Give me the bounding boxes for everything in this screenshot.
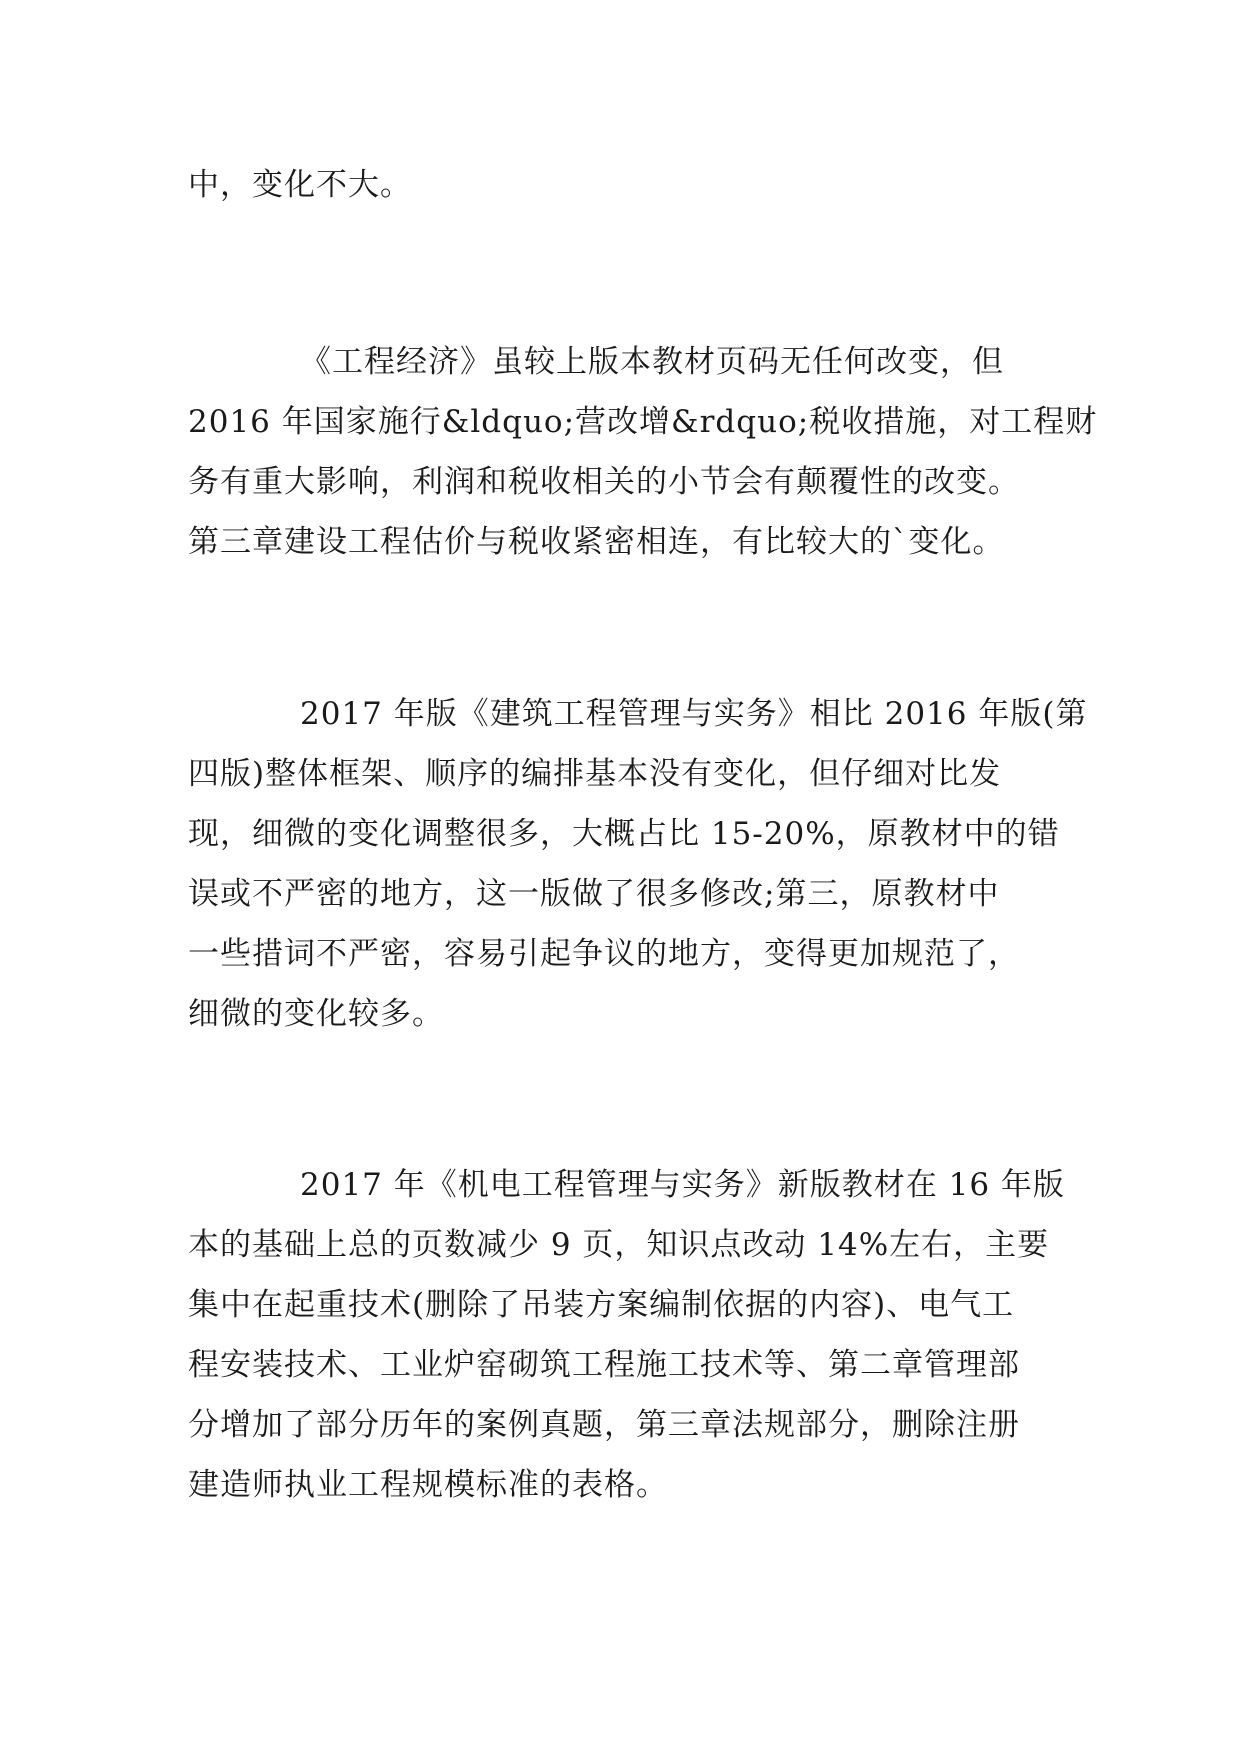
text-line: 本的基础上总的页数减少 9 页，知识点改动 14%左右，主要 [188,1227,1050,1263]
paragraph-continuation [188,155,1048,215]
text-line: 四版)整体框架、顺序的编排基本没有变化，但仔细对比发 [188,756,1002,792]
text-line: 现，细微的变化调整很多，大概占比 15-20%，原教材中的错 [188,816,1060,852]
text-line: 误或不严密的地方，这一版做了很多修改;第三，原教材中 [188,876,1000,912]
text-line: 第三章建设工程估价与税收紧密相连，有比较大的`变化。 [188,524,1005,560]
text-line: 分增加了部分历年的案例真题，第三章法规部分，删除注册 [188,1407,1020,1443]
text-line: 集中在起重技术(删除了吊装方案编制依据的内容)、电气工 [188,1287,1015,1323]
text-line: 程安装技术、工业炉窑砌筑工程施工技术等、第二章管理部 [188,1347,1020,1383]
text-line: 细微的变化较多。 [188,996,444,1032]
paragraph-construction-engineering [188,684,1088,1044]
text-line: 中，变化不大。 [188,167,412,203]
text-line: 务有重大影响，利润和税收相关的小节会有颠覆性的改变。 [188,464,1020,500]
paragraph-engineering-economics [188,332,1098,572]
paragraph-mechanical-electrical [188,1155,1065,1515]
text-line: 2017 年版《建筑工程管理与实务》相比 2016 年版(第 [300,696,1088,732]
text-line: 2016 年国家施行&ldquo;营改增&rdquo;税收措施，对工程财 [188,404,1098,440]
text-line: 2017 年《机电工程管理与实务》新版教材在 16 年版 [300,1167,1065,1203]
text-line: 建造师执业工程规模标准的表格。 [188,1467,668,1503]
text-line: 一些措词不严密，容易引起争议的地方，变得更加规范了， [188,936,1020,972]
text-line: 《工程经济》虽较上版本教材页码无任何改变，但 [300,344,1004,380]
